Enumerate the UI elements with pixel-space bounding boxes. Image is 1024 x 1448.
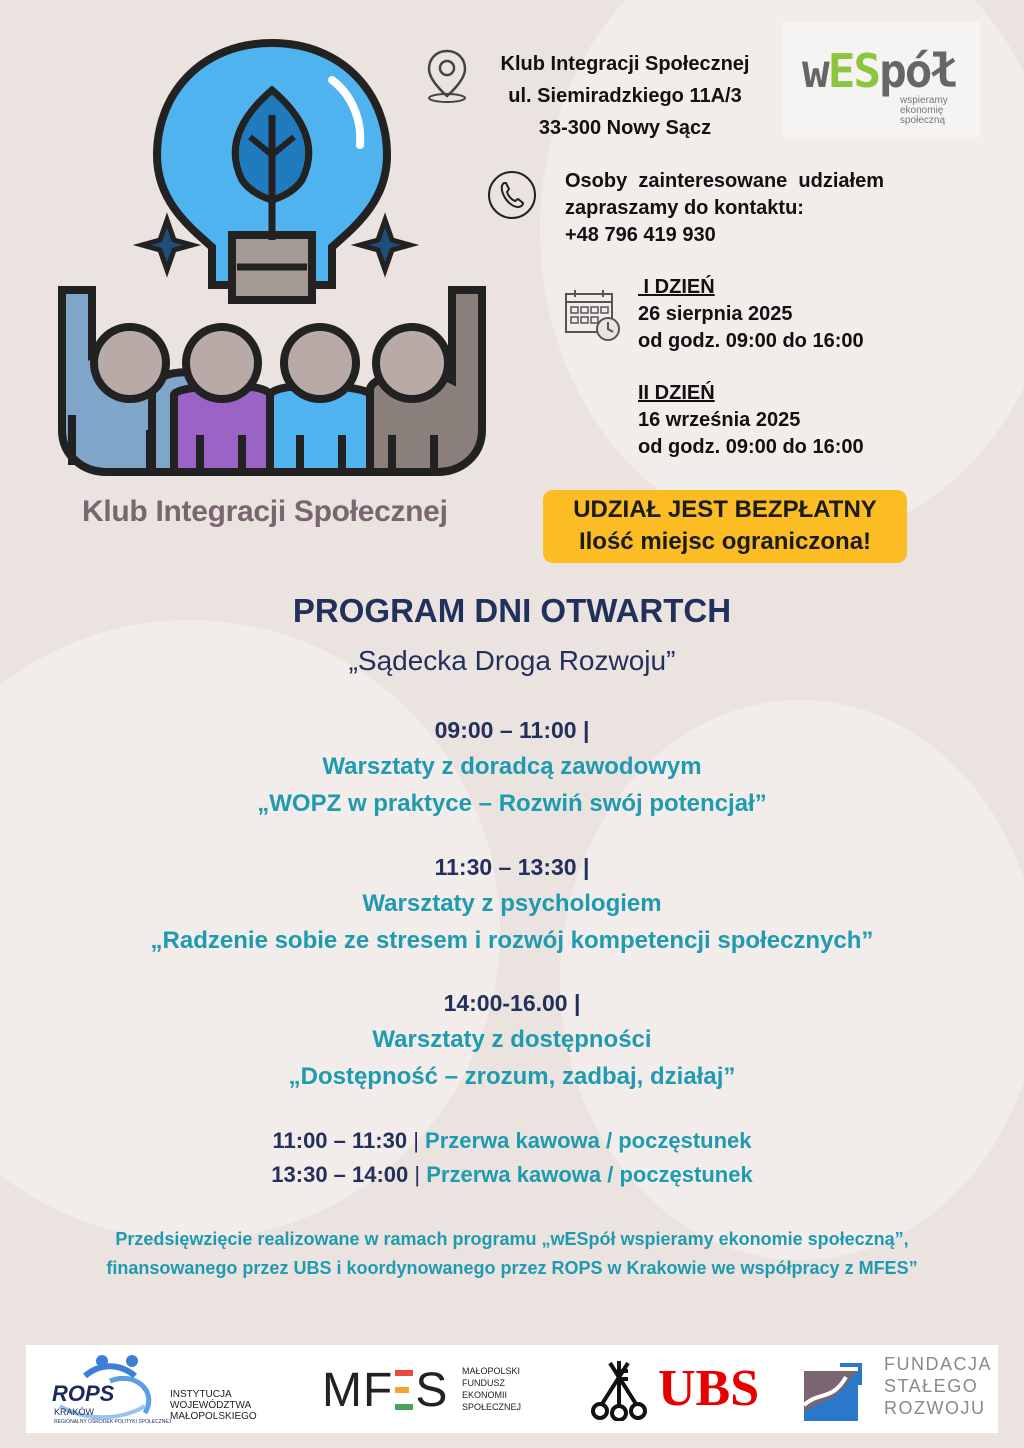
rops-institution: INSTYTUCJA WOJEWÓDZTWA MAŁOPOLSKIEGO xyxy=(170,1389,257,1422)
address-line: ul. Siemiradzkiego 11A/3 xyxy=(508,85,742,107)
session-topic: „Radzenie sobie ze stresem i rozwój kompetencji społecznych” xyxy=(150,927,874,954)
day-date: 16 września 2025 xyxy=(638,409,801,431)
people-group-icon xyxy=(62,290,482,472)
mfes-name: MF S xyxy=(322,1364,449,1417)
day-heading: II DZIEŃ xyxy=(638,382,715,404)
break-separator: | xyxy=(413,1128,419,1153)
mfes-logo xyxy=(322,1359,532,1425)
day-date: 26 sierpnia 2025 xyxy=(638,303,793,325)
contact-info xyxy=(565,168,915,249)
day-heading: I DZIEŃ xyxy=(638,276,715,298)
wespol-brand: wESpół xyxy=(802,44,957,98)
partner-logos xyxy=(26,1345,998,1433)
mfes-e-icon xyxy=(395,1370,413,1410)
session-topic: „WOPZ w praktyce – Rozwiń swój potencjał” xyxy=(257,790,767,817)
day-two xyxy=(638,380,864,461)
wespol-logo xyxy=(782,22,980,137)
break-label: Przerwa kawowa / poczęstunek xyxy=(425,1128,752,1153)
break-time: 13:30 – 14:00 xyxy=(271,1162,409,1187)
session-block xyxy=(0,712,1024,822)
day-hours: od godz. 09:00 do 16:00 xyxy=(638,436,864,458)
session-time: 14:00-16.00 | xyxy=(443,990,581,1016)
session-name: Warsztaty z doradcą zawodowym xyxy=(322,753,702,780)
mfes-desc: MAŁOPOLSKI FUNDUSZ EKONOMII SPOŁECZNEJ xyxy=(462,1366,522,1412)
free-line: Ilość miejsc ograniczona! xyxy=(578,528,872,555)
address-line: Klub Integracji Społecznej xyxy=(500,53,750,75)
session-block xyxy=(0,985,1024,1095)
calendar-icon xyxy=(563,288,623,344)
sparkle-icon xyxy=(360,220,410,270)
funding-line: finansowanego przez UBS i koordynowanego przez ROPS w Krakowie we współpracy z MFES” xyxy=(106,1258,918,1278)
ubs-keys-icon xyxy=(588,1357,650,1421)
rops-logo xyxy=(40,1351,290,1427)
address-block xyxy=(470,48,780,144)
contact-line: zapraszamy do kontaktu: xyxy=(565,197,804,219)
phone-icon xyxy=(487,170,537,220)
rops-small: REGIONALNY OŚRODEK POLITYKI SPOŁECZNEJ xyxy=(54,1419,172,1425)
wespol-tagline: wspieramy ekonomię społeczną xyxy=(900,95,948,126)
rops-name: ROPS xyxy=(52,1381,115,1406)
session-name: Warsztaty z dostępności xyxy=(372,1026,652,1053)
coffee-break xyxy=(0,1124,1024,1158)
fundacja-chart-icon xyxy=(802,1361,864,1423)
fundacja-name: FUNDACJA STAŁEGO ROZWOJU xyxy=(884,1354,993,1418)
day-one xyxy=(638,274,864,355)
address-line: 33-300 Nowy Sącz xyxy=(538,117,712,139)
club-caption: Klub Integracji Społecznej xyxy=(82,495,448,528)
program-subtitle: „Sądecka Droga Rozwoju” xyxy=(348,645,676,676)
day-hours: od godz. 09:00 do 16:00 xyxy=(638,330,864,352)
session-block xyxy=(0,849,1024,959)
free-participation-badge xyxy=(543,490,907,563)
ubs-name: UBS xyxy=(658,1360,760,1417)
contact-line: Osoby zainteresowane udziałem xyxy=(565,170,884,192)
sparkle-icon xyxy=(142,220,192,270)
location-pin-icon xyxy=(424,48,470,104)
session-topic: „Dostępność – zrozum, zadbaj, działaj” xyxy=(288,1063,736,1090)
contact-phone: +48 796 419 930 xyxy=(565,224,716,246)
program-title: PROGRAM DNI OTWARTCH xyxy=(292,592,732,629)
ubs-logo xyxy=(588,1355,778,1425)
rops-city: KRAKÓW xyxy=(54,1407,95,1417)
free-line: UDZIAŁ JEST BEZPŁATNY xyxy=(573,496,877,523)
break-label: Przerwa kawowa / poczęstunek xyxy=(426,1162,753,1187)
fundacja-logo xyxy=(802,1353,992,1425)
break-separator: | xyxy=(414,1162,421,1187)
session-time: 09:00 – 11:00 | xyxy=(434,717,590,743)
lightbulb-icon xyxy=(157,43,387,300)
coffee-break xyxy=(0,1158,1024,1192)
funding-note xyxy=(0,1225,1024,1283)
session-time: 11:30 – 13:30 | xyxy=(434,854,590,880)
session-name: Warsztaty z psychologiem xyxy=(362,890,662,917)
funding-line: Przedsięwzięcie realizowane w ramach programu „wESpół wspieramy ekonomie społeczną”, xyxy=(115,1229,909,1249)
break-time: 11:00 – 11:30 xyxy=(272,1128,408,1153)
